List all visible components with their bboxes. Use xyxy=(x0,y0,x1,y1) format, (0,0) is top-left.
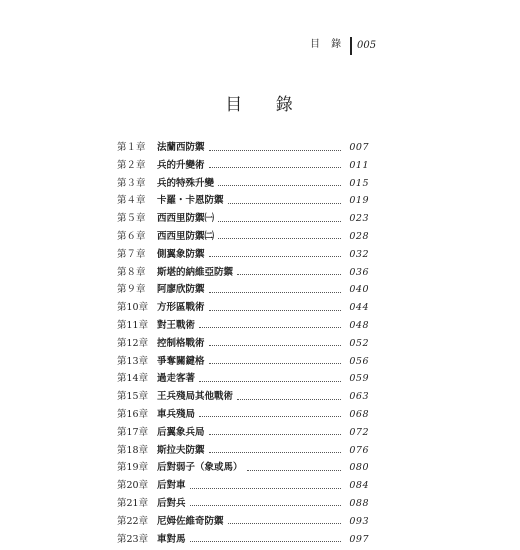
toc-page-number: 023 xyxy=(349,213,369,225)
toc-chapter-title: 方形區戰術 xyxy=(157,302,205,314)
toc-chapter-number: 第13章 xyxy=(117,355,149,367)
toc-chapter-title: 過走客著 xyxy=(157,373,196,385)
toc-chapter-title: 車兵殘局 xyxy=(157,408,196,420)
toc-dot-leader xyxy=(209,150,341,151)
toc-page-number: 059 xyxy=(349,373,369,385)
toc-row xyxy=(117,212,369,226)
toc-dot-leader xyxy=(237,274,341,275)
toc-row xyxy=(117,444,369,458)
toc-chapter-title: 西西里防禦㈠ xyxy=(157,213,215,225)
toc-chapter-title: 側翼象防禦 xyxy=(157,248,205,260)
toc-row xyxy=(117,301,369,315)
toc-chapter-number: 第５章 xyxy=(117,213,146,225)
running-header-page-number: 005 xyxy=(357,40,377,51)
toc-chapter-title: 后對兵 xyxy=(157,497,186,509)
toc-dot-leader xyxy=(209,452,341,453)
toc-chapter-number: 第22章 xyxy=(117,515,149,527)
toc-page-number: 007 xyxy=(349,142,369,153)
toc-chapter-number: 第14章 xyxy=(117,373,149,385)
toc-row xyxy=(117,390,369,404)
toc-page-number: 076 xyxy=(349,444,369,456)
toc-chapter-number: 第21章 xyxy=(117,497,149,509)
toc-chapter-number: 第４章 xyxy=(117,195,146,207)
toc-row xyxy=(117,372,369,386)
toc-page-number: 019 xyxy=(349,195,369,207)
table-of-contents xyxy=(117,141,369,550)
toc-chapter-title: 對王戰術 xyxy=(157,319,196,331)
toc-page-number: 097 xyxy=(349,533,369,545)
toc-dot-leader xyxy=(218,185,341,186)
toc-row xyxy=(117,177,369,191)
toc-dot-leader xyxy=(218,221,341,222)
toc-row xyxy=(117,337,369,351)
toc-dot-leader xyxy=(209,310,341,311)
toc-dot-leader xyxy=(209,292,341,293)
toc-page-number: 084 xyxy=(349,480,369,492)
toc-row xyxy=(117,141,369,155)
toc-chapter-number: 第16章 xyxy=(117,408,149,420)
toc-chapter-title: 后對弱子（象或馬） xyxy=(157,462,243,474)
toc-chapter-title: 兵的特殊升變 xyxy=(157,177,215,189)
toc-page-number: 072 xyxy=(349,426,369,438)
toc-chapter-title: 兵的升變術 xyxy=(157,159,205,171)
toc-row xyxy=(117,426,369,440)
toc-dot-leader xyxy=(218,238,341,239)
toc-chapter-number: 第10章 xyxy=(117,302,149,314)
toc-page-number: 036 xyxy=(349,266,369,278)
toc-dot-leader xyxy=(199,381,341,382)
toc-chapter-title: 斯堪的納維亞防禦 xyxy=(157,266,234,278)
toc-dot-leader xyxy=(199,327,341,328)
toc-chapter-number: 第23章 xyxy=(117,533,149,545)
toc-dot-leader xyxy=(190,505,341,506)
toc-row xyxy=(117,230,369,244)
toc-page-number: 088 xyxy=(349,497,369,509)
toc-chapter-title: 控制格戰術 xyxy=(157,337,205,349)
toc-dot-leader xyxy=(199,416,341,417)
toc-row xyxy=(117,515,369,529)
toc-chapter-title: 阿廖欣防禦 xyxy=(157,284,205,296)
toc-chapter-number: 第１章 xyxy=(117,142,146,153)
toc-dot-leader xyxy=(209,167,341,168)
toc-chapter-title: 爭奪關鍵格 xyxy=(157,355,205,367)
toc-row xyxy=(117,319,369,333)
toc-dot-leader xyxy=(209,363,341,364)
toc-page-number: 032 xyxy=(349,248,369,260)
toc-dot-leader xyxy=(209,256,341,257)
toc-dot-leader xyxy=(228,523,341,524)
toc-row xyxy=(117,461,369,475)
toc-page-number: 063 xyxy=(349,391,369,403)
toc-dot-leader xyxy=(247,470,341,471)
toc-chapter-number: 第３章 xyxy=(117,177,146,189)
toc-chapter-title: 斯拉夫防禦 xyxy=(157,444,205,456)
toc-row xyxy=(117,355,369,369)
toc-dot-leader xyxy=(228,203,341,204)
toc-chapter-number: 第18章 xyxy=(117,444,149,456)
toc-chapter-number: 第15章 xyxy=(117,391,149,403)
toc-page-number: 040 xyxy=(349,284,369,296)
toc-chapter-number: 第19章 xyxy=(117,462,149,474)
page-title: 目 錄 xyxy=(225,95,307,115)
toc-chapter-number: 第20章 xyxy=(117,480,149,492)
toc-chapter-title: 后翼象兵局 xyxy=(157,426,205,438)
toc-row xyxy=(117,497,369,511)
toc-page-number: 068 xyxy=(349,408,369,420)
toc-chapter-number: 第８章 xyxy=(117,266,146,278)
running-header-title: 目 錄 xyxy=(310,39,346,50)
toc-chapter-number: 第17章 xyxy=(117,426,149,438)
toc-page-number: 015 xyxy=(349,177,369,189)
toc-chapter-number: 第９章 xyxy=(117,284,146,296)
toc-row xyxy=(117,479,369,493)
toc-page-number: 056 xyxy=(349,355,369,367)
header-divider xyxy=(350,37,352,55)
toc-chapter-title: 王兵殘局其他戰術 xyxy=(157,391,234,403)
toc-dot-leader xyxy=(209,434,341,435)
toc-chapter-title: 西西里防禦㈡ xyxy=(157,230,215,242)
toc-row xyxy=(117,194,369,208)
toc-page-number: 044 xyxy=(349,302,369,314)
toc-page-number: 048 xyxy=(349,319,369,331)
toc-chapter-title: 車對馬 xyxy=(157,533,186,545)
toc-page-number: 052 xyxy=(349,337,369,349)
toc-page-number: 028 xyxy=(349,230,369,242)
toc-row xyxy=(117,283,369,297)
toc-row xyxy=(117,266,369,280)
toc-dot-leader xyxy=(237,399,341,400)
toc-dot-leader xyxy=(209,345,341,346)
toc-page-number: 011 xyxy=(349,159,369,171)
toc-row xyxy=(117,248,369,262)
toc-chapter-title: 后對車 xyxy=(157,480,186,492)
toc-chapter-title: 卡羅・卡恩防禦 xyxy=(157,195,224,207)
toc-page-number: 080 xyxy=(349,462,369,474)
toc-row xyxy=(117,159,369,173)
running-header xyxy=(310,38,390,56)
toc-chapter-number: 第７章 xyxy=(117,248,146,260)
toc-row xyxy=(117,408,369,422)
toc-row xyxy=(117,533,369,547)
toc-chapter-title: 法蘭西防禦 xyxy=(157,142,205,153)
toc-page-number: 093 xyxy=(349,515,369,527)
toc-chapter-number: 第２章 xyxy=(117,159,146,171)
toc-dot-leader xyxy=(190,488,341,489)
toc-chapter-title: 尼姆佐維奇防禦 xyxy=(157,515,224,527)
toc-chapter-number: 第11章 xyxy=(117,319,149,331)
toc-dot-leader xyxy=(190,541,341,542)
toc-chapter-number: 第12章 xyxy=(117,337,149,349)
toc-chapter-number: 第６章 xyxy=(117,230,146,242)
